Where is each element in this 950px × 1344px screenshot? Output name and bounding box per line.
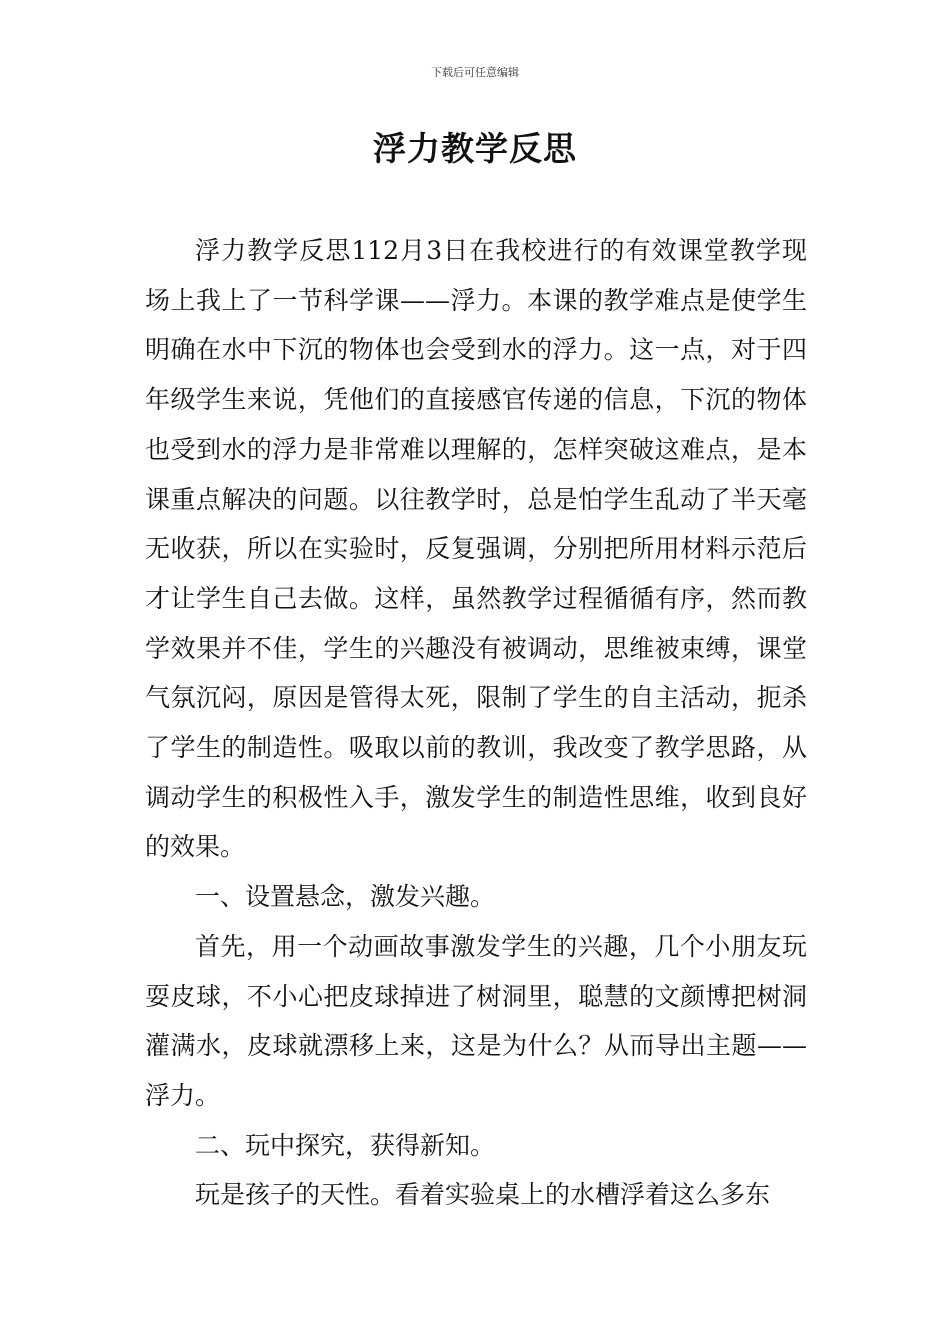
header-note: 下载后可任意编辑	[431, 66, 519, 79]
paragraph-section-one-body: 首先，用一个动画故事激发学生的兴趣，几个小朋友玩耍皮球，不小心把皮球掉进了树洞里，聪慧的文颜博把树洞灌满水，皮球就漂移上来，这是为什么？从而导出主题——浮力。	[145, 931, 807, 1110]
paragraph-section-two-heading: 二、玩中探究，获得新知。	[195, 1130, 496, 1160]
document-title: 浮力教学反思	[373, 129, 577, 168]
paragraph-section-two-body: 玩是孩子的天性。看着实验桌上的水槽浮着这么多东	[195, 1180, 771, 1210]
paragraph-intro: 浮力教学反思112月3日在我校进行的有效课堂教学现场上我上了一节科学课——浮力。本课的教学难点是使学生明确在水中下沉的物体也会受到水的浮力。这一点，对于四年级学生来说，凭他们的直接感官传递的信息，下沉的物体也受到水的浮力是非常难以理解的，怎样突破这难点，是本课重点解决的问题。以往教学时，总是怕学生乱动了半天毫无收获，所以在实验时，反复强调，分别把所用材料示范后才让学生自己去做。这样，虽然教学过程循循有序，然而教学效果并不佳，学生的兴趣没有被调动，思维被束缚，课堂气氛沉闷，原因是管得太死，限制了学生的自主活动，扼杀了学生的制造性。吸取以前的教训，我改变了教学思路，从调动学生的积极性入手，激发学生的制造性思维，收到良好的效果。	[145, 236, 807, 862]
paragraph-section-one-heading: 一、设置悬念，激发兴趣。	[195, 882, 496, 912]
document-body	[145, 226, 807, 1220]
